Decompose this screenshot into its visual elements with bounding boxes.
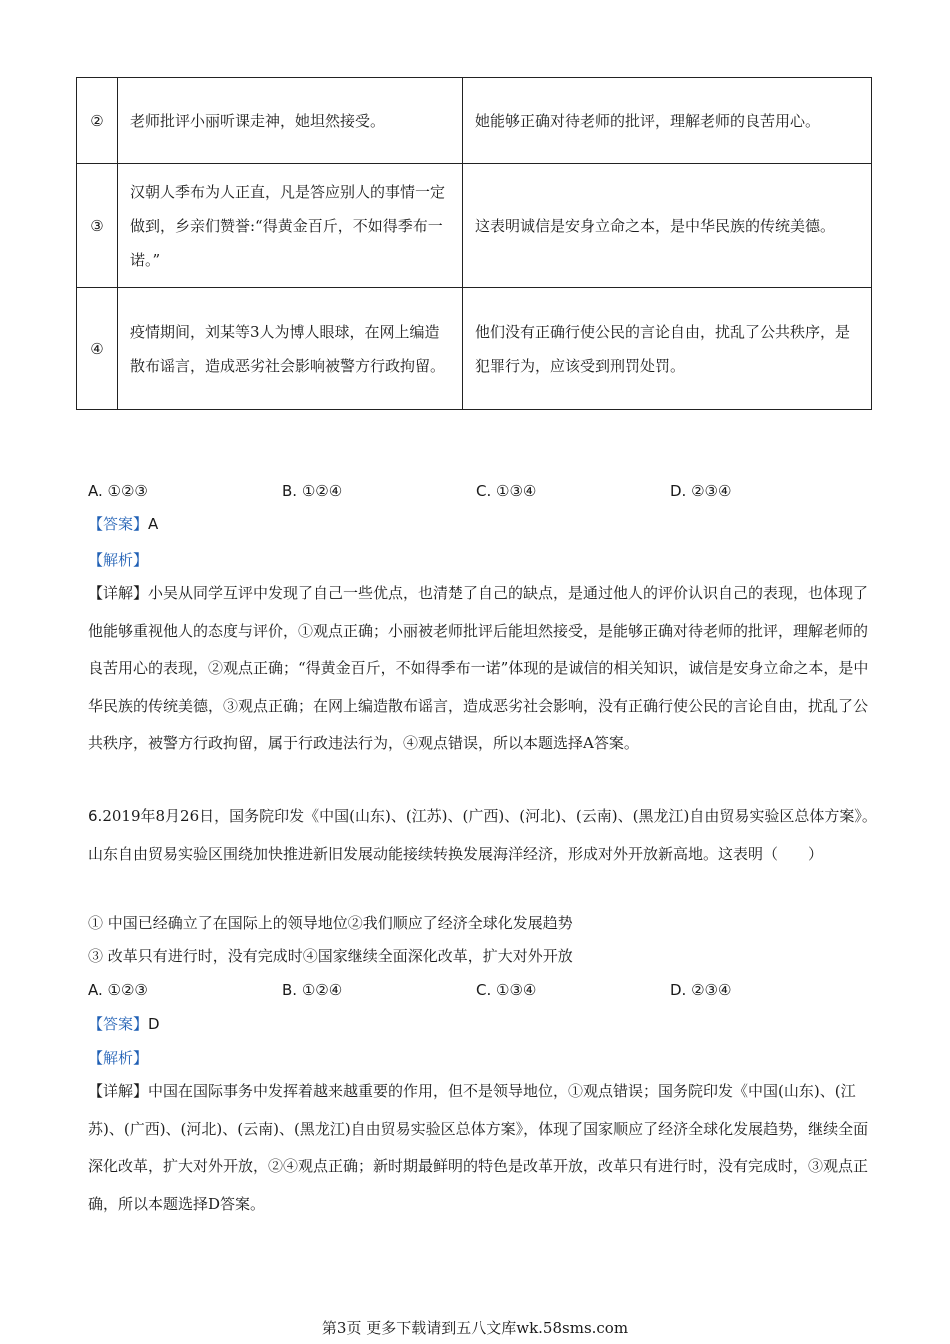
- row-description: 老师批评小丽听课走神，她坦然接受。: [118, 78, 463, 164]
- detail-text: 中国在国际事务中发挥着越来越重要的作用，但不是领导地位，①观点错误；国务院印发《中国(山东)、(江苏)、(广西)、(河北)、(云南)、(黑龙江)自由贸易实验区总体方案》，体现了国家顺应了经济全球化发展趋势，继续全面深化改革，扩大对外开放，②④观点正确；新时期最鲜明的特色是改革开放，改革只有进行时，没有完成时，③观点正确，所以本题选择D答案。: [88, 1082, 869, 1213]
- answer-value: A: [148, 515, 159, 533]
- q5-answer: [88, 507, 878, 541]
- option-a: A. ①②③: [88, 482, 148, 500]
- answer-value: D: [148, 1015, 160, 1033]
- q6-options: [88, 976, 878, 1004]
- answer-tag: 【答案】: [88, 1015, 149, 1033]
- table-row: [77, 164, 872, 288]
- row-description: 汉朝人季布为人正直，凡是答应别人的事情一定做到，乡亲们赞誉:“得黄金百斤，不如得季布一诺。”: [118, 164, 463, 288]
- table-row: [77, 288, 872, 410]
- option-d: D. ②③④: [670, 981, 732, 999]
- option-a: A. ①②③: [88, 981, 148, 999]
- question-stem: 2019年8月26日，国务院印发《中国(山东)、(江苏)、(广西)、(河北)、(云南)、(黑龙江)自由贸易实验区总体方案》。山东自由贸易实验区围绕加快推进新旧发展动能接续转换发展海洋经济，形成对外开放新高地。这表明（ ）: [88, 807, 877, 863]
- page-footer: 第3页 更多下载请到五八文库wk.58sms.com: [321, 1319, 629, 1337]
- q5-detail: [88, 575, 878, 800]
- q5-options: [88, 477, 878, 505]
- row-description: 疫情期间，刘某等3人为博人眼球，在网上编造散布谣言，造成恶劣社会影响被警方行政拘留。: [118, 288, 463, 410]
- q6-statements-1: ① 中国已经确立了在国际上的领导地位②我们顺应了经济全球化发展趋势: [88, 914, 573, 932]
- answer-tag: 【答案】: [88, 515, 149, 533]
- q6-detail: [88, 1073, 878, 1223]
- row-number: ③: [77, 164, 118, 288]
- row-viewpoint: 这表明诚信是安身立命之本，是中华民族的传统美德。: [463, 164, 872, 288]
- q6-stem: [88, 798, 878, 911]
- row-number: ②: [77, 78, 118, 164]
- table-row: [77, 78, 872, 164]
- option-b: B. ①②④: [282, 981, 343, 999]
- detail-text: 小吴从同学互评中发现了自己一些优点，也清楚了自己的缺点，是通过他人的评价认识自己的表现，也体现了他能够重视他人的态度与评价，①观点正确；小丽被老师批评后能坦然接受，是能够正确对待老师的批评，理解老师的良苦用心的表现，②观点正确；“得黄金百斤，不如得季布一诺”体现的是诚信的相关知识，诚信是安身立命之本，是中华民族的传统美德，③观点正确；在网上编造散布谣言，造成恶劣社会影响，没有正确行使公民的言论自由，扰乱了公共秩序，被警方行政拘留，属于行政违法行为，④观点错误，所以本题选择A答案。: [88, 584, 869, 752]
- question-number: 6.: [88, 807, 103, 825]
- option-c: C. ①③④: [476, 981, 537, 999]
- detail-tag: 【详解】: [88, 1082, 149, 1100]
- q5-analysis-tag: 【解析】: [88, 551, 149, 569]
- option-b: B. ①②④: [282, 482, 343, 500]
- comparison-table: [76, 77, 872, 410]
- q6-statements-2: ③ 改革只有进行时，没有完成时④国家继续全面深化改革，扩大对外开放: [88, 947, 573, 965]
- option-d: D. ②③④: [670, 482, 732, 500]
- q6-answer: [88, 1007, 878, 1041]
- detail-tag: 【详解】: [88, 584, 149, 602]
- row-number: ④: [77, 288, 118, 410]
- q6-analysis-tag: 【解析】: [88, 1049, 149, 1067]
- option-c: C. ①③④: [476, 482, 537, 500]
- row-viewpoint: 他们没有正确行使公民的言论自由，扰乱了公共秩序，是犯罪行为，应该受到刑罚处罚。: [463, 288, 872, 410]
- row-viewpoint: 她能够正确对待老师的批评，理解老师的良苦用心。: [463, 78, 872, 164]
